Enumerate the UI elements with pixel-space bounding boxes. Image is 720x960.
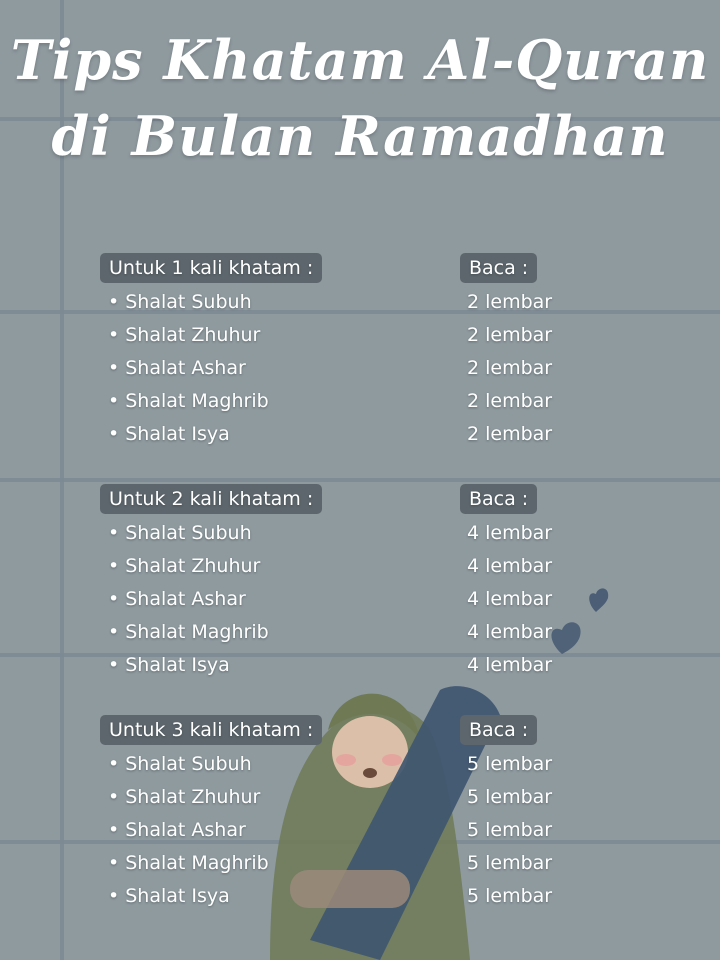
bullet-icon: • <box>108 753 120 775</box>
list-item <box>100 748 660 781</box>
prayer-name: Shalat Zhuhur <box>125 324 261 346</box>
list-item <box>100 352 660 385</box>
section-header-row <box>100 253 660 286</box>
section-1-khatam <box>100 253 660 451</box>
list-item <box>100 880 660 913</box>
page-amount: 5 lembar <box>467 885 553 907</box>
bullet-icon: • <box>108 852 120 874</box>
page-amount: 5 lembar <box>467 819 553 841</box>
prayer-name: Shalat Ashar <box>125 357 246 379</box>
section-2-khatam <box>100 484 660 682</box>
list-item <box>100 616 660 649</box>
prayer-name: Shalat Subuh <box>125 522 252 544</box>
page-amount: 4 lembar <box>467 621 553 643</box>
bullet-icon: • <box>108 291 120 313</box>
page-title <box>0 22 720 174</box>
section-3-khatam <box>100 715 660 913</box>
page-amount: 2 lembar <box>467 390 553 412</box>
grid-line-h3 <box>0 478 720 482</box>
page-amount: 4 lembar <box>467 588 553 610</box>
list-item <box>100 517 660 550</box>
list-item <box>100 319 660 352</box>
bullet-icon: • <box>108 522 120 544</box>
baca-badge: Baca : <box>460 484 537 514</box>
baca-badge: Baca : <box>460 715 537 745</box>
section-header-row <box>100 715 660 748</box>
bullet-icon: • <box>108 654 120 676</box>
list-item <box>100 550 660 583</box>
list-item <box>100 286 660 319</box>
title-line-1: Tips Khatam Al-Quran <box>10 28 710 92</box>
section-header: Untuk 1 kali khatam : <box>100 253 322 283</box>
prayer-name: Shalat Maghrib <box>125 390 269 412</box>
page-amount: 2 lembar <box>467 357 553 379</box>
bullet-icon: • <box>108 885 120 907</box>
prayer-name: Shalat Isya <box>125 423 230 445</box>
bullet-icon: • <box>108 324 120 346</box>
title-line-2: di Bulan Ramadhan <box>51 104 669 168</box>
bullet-icon: • <box>108 423 120 445</box>
list-item <box>100 781 660 814</box>
page-amount: 5 lembar <box>467 753 553 775</box>
prayer-name: Shalat Subuh <box>125 291 252 313</box>
page-amount: 2 lembar <box>467 423 553 445</box>
list-item <box>100 814 660 847</box>
prayer-name: Shalat Zhuhur <box>125 786 261 808</box>
prayer-name: Shalat Ashar <box>125 819 246 841</box>
page-amount: 5 lembar <box>467 852 553 874</box>
section-header: Untuk 3 kali khatam : <box>100 715 322 745</box>
bullet-icon: • <box>108 819 120 841</box>
page-amount: 2 lembar <box>467 291 553 313</box>
section-header: Untuk 2 kali khatam : <box>100 484 322 514</box>
list-item <box>100 385 660 418</box>
list-item <box>100 418 660 451</box>
page-amount: 5 lembar <box>467 786 553 808</box>
bullet-icon: • <box>108 390 120 412</box>
page-amount: 4 lembar <box>467 555 553 577</box>
list-item <box>100 649 660 682</box>
page-amount: 4 lembar <box>467 522 553 544</box>
prayer-name: Shalat Maghrib <box>125 621 269 643</box>
baca-badge: Baca : <box>460 253 537 283</box>
prayer-name: Shalat Isya <box>125 654 230 676</box>
list-item <box>100 847 660 880</box>
bullet-icon: • <box>108 786 120 808</box>
bullet-icon: • <box>108 621 120 643</box>
section-header-row <box>100 484 660 517</box>
page-amount: 4 lembar <box>467 654 553 676</box>
prayer-name: Shalat Isya <box>125 885 230 907</box>
list-item <box>100 583 660 616</box>
bullet-icon: • <box>108 357 120 379</box>
prayer-name: Shalat Maghrib <box>125 852 269 874</box>
prayer-name: Shalat Ashar <box>125 588 246 610</box>
prayer-name: Shalat Zhuhur <box>125 555 261 577</box>
bullet-icon: • <box>108 555 120 577</box>
bullet-icon: • <box>108 588 120 610</box>
page-amount: 2 lembar <box>467 324 553 346</box>
prayer-name: Shalat Subuh <box>125 753 252 775</box>
